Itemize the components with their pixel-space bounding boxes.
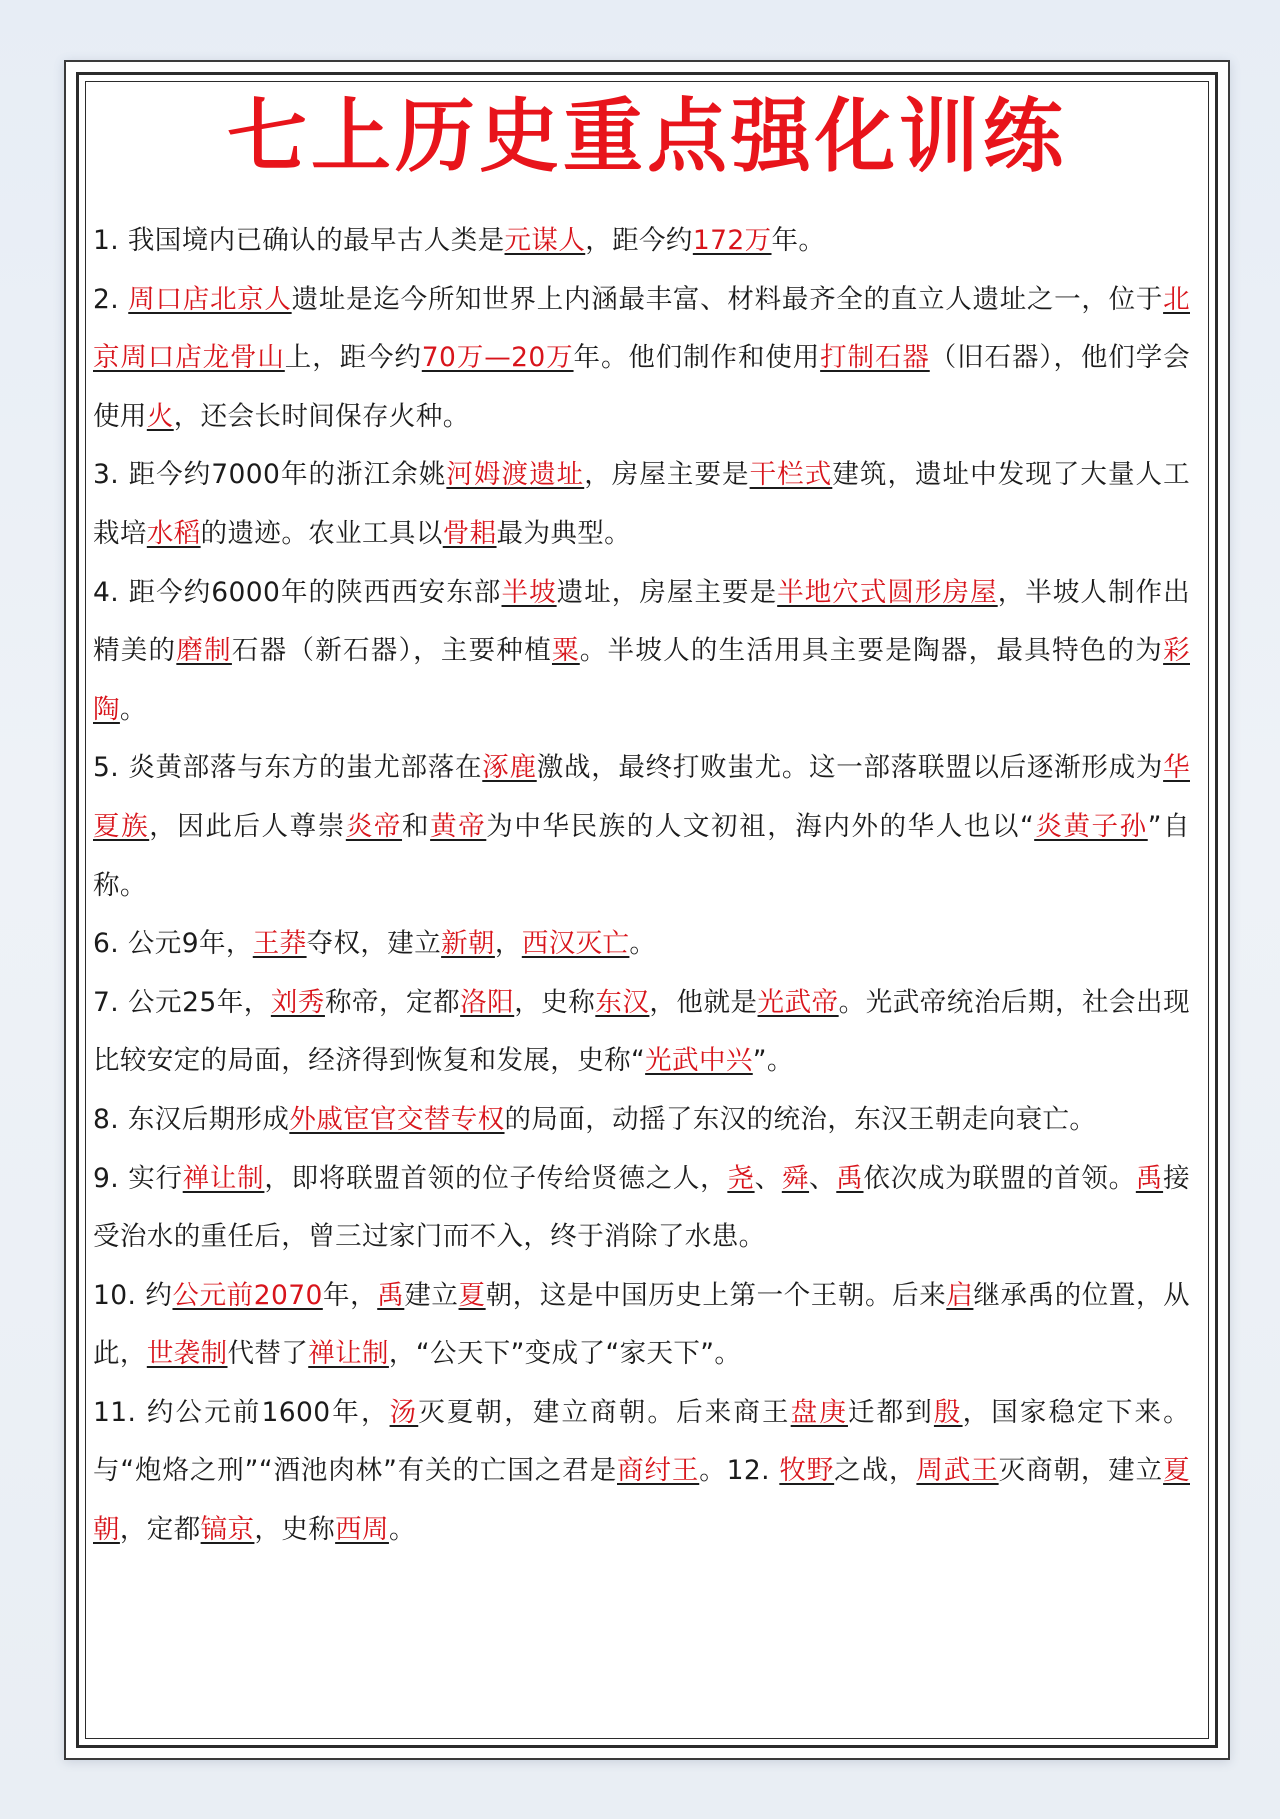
key-term: 夏 <box>458 1279 486 1311</box>
body-text: 。光武帝统治后期，社会出现比较安定的局面，经济得到恢复和发展，史称“ <box>93 986 1190 1077</box>
body-text: 接受治水的重任后，曾三过家门而不入，终于消除了水患。 <box>93 1162 1190 1253</box>
body-text: 年。 <box>771 225 826 256</box>
knowledge-point-2 <box>93 271 1190 447</box>
key-term: 彩陶 <box>93 635 1190 725</box>
key-term: 炎黄子孙 <box>1034 810 1148 842</box>
key-term: 商纣王 <box>617 1455 700 1487</box>
key-term: 70万—20万 <box>421 342 574 374</box>
key-term: 光武中兴 <box>645 1045 753 1077</box>
body-text: 。 <box>388 1514 416 1546</box>
key-term: 周武王 <box>916 1455 999 1487</box>
body-text: 称帝，定都 <box>324 986 461 1018</box>
knowledge-point-7 <box>93 974 1190 1091</box>
body-text: 灭夏朝，建立商朝。后来商王 <box>418 1396 791 1428</box>
key-term: 磨制 <box>176 635 232 667</box>
key-term: 舜 <box>781 1162 810 1194</box>
key-term: 外戚宦官交替专权 <box>289 1103 505 1135</box>
body-text: ，国家稳定下来。与“炮烙之刑”“酒池肉林”有关的亡国之君是 <box>93 1396 1191 1487</box>
body-text: ，即将联盟首领的位子传给贤德之人， <box>264 1162 728 1194</box>
key-term: 镐京 <box>200 1514 255 1546</box>
body-text: ，史称 <box>514 986 596 1018</box>
knowledge-point-11 <box>93 1384 1190 1560</box>
body-text: 激战，最终打败蚩尤。这一部落联盟以后逐渐形成为 <box>536 752 1164 784</box>
key-term: 光武帝 <box>757 986 839 1018</box>
body-text: ”自称。 <box>93 810 1190 901</box>
key-term: 夏朝 <box>93 1455 1190 1546</box>
body-text: ，因此后人尊崇 <box>149 810 346 842</box>
key-term: 半坡 <box>501 576 557 608</box>
key-term: 火 <box>146 400 174 432</box>
body-text: 。12. <box>699 1455 780 1487</box>
knowledge-point-6 <box>93 915 1190 974</box>
body-text: ”。 <box>752 1045 794 1077</box>
key-term: 尧 <box>727 1162 755 1194</box>
body-text: 和 <box>402 810 431 842</box>
key-term: 华夏族 <box>93 752 1190 842</box>
body-text: 4. 距今约6000年的陕西西安东部 <box>93 576 502 608</box>
body-text: 遗址是迄今所知世界上内涵最丰富、材料最齐全的直立人遗址之一，位于 <box>291 283 1164 315</box>
body-text: 。半坡人的生活用具主要是陶器，最具特色的为 <box>579 635 1164 667</box>
key-term: 刘秀 <box>270 986 325 1018</box>
key-term: 打制石器 <box>820 342 930 374</box>
key-term: 公元前2070 <box>172 1279 323 1311</box>
body-text: ，“公天下”变成了“家天下”。 <box>388 1338 742 1370</box>
knowledge-point-9 <box>93 1150 1190 1267</box>
key-term: 水稻 <box>146 517 201 549</box>
key-term: 西周 <box>335 1514 389 1546</box>
body-text: 。 <box>629 928 657 960</box>
body-text: ，他就是 <box>649 986 758 1018</box>
body-text: 继承禹的位置，从此， <box>93 1279 1191 1370</box>
body-text: 迁都到 <box>847 1396 934 1428</box>
key-term: 启 <box>946 1279 974 1311</box>
body-text: 之战， <box>834 1455 917 1487</box>
body-text: 1. 我国境内已确认的最早古人类是 <box>93 225 505 256</box>
body-text: 6. 公元9年， <box>93 928 253 960</box>
key-term: 172万 <box>692 225 772 256</box>
key-term: 牧野 <box>779 1455 835 1487</box>
body-text: 。 <box>119 693 147 725</box>
body-text: 7. 公元25年， <box>93 986 271 1018</box>
body-text: 依次成为联盟的首领。 <box>863 1162 1136 1194</box>
body-text: ，史称 <box>254 1514 336 1546</box>
key-term: 禹 <box>836 1162 864 1194</box>
body-text: 最为典型。 <box>496 517 632 549</box>
body-text: 石器（新石器），主要种植 <box>231 635 552 667</box>
key-term: 王莽 <box>252 928 307 960</box>
key-term: 新朝 <box>441 928 495 960</box>
body-text: ，还会长时间保存火种。 <box>173 400 470 432</box>
key-term: 骨耜 <box>442 517 497 549</box>
key-term: 元谋人 <box>504 225 586 256</box>
body-text: 年， <box>322 1279 378 1311</box>
knowledge-point-3 <box>93 446 1190 563</box>
body-text: 11. 约公元前1600年， <box>93 1396 390 1428</box>
body-text: （旧石器），他们学会使用 <box>93 342 1190 432</box>
key-term: 周口店北京人 <box>128 283 292 315</box>
body-text: 年。他们制作和使用 <box>573 342 821 374</box>
key-term: 北京周口店龙骨山 <box>93 283 1190 374</box>
body-text: 、 <box>809 1162 837 1194</box>
body-text: 10. 约 <box>93 1279 173 1311</box>
key-term: 半地穴式圆形房屋 <box>777 576 998 608</box>
body-text: 夺权，建立 <box>306 928 442 960</box>
body-text: ，定都 <box>119 1514 201 1546</box>
knowledge-point-4 <box>93 564 1190 740</box>
body-text: 上，距今约 <box>284 342 422 374</box>
body-text: 3. 距今约7000年的浙江余姚 <box>93 459 447 491</box>
body-text: 的局面，动摇了东汉的统治，东汉王朝走向衰亡。 <box>504 1103 1097 1135</box>
key-term: 西汉灭亡 <box>521 928 630 960</box>
key-term: 殷 <box>933 1396 963 1428</box>
body-text: 灭商朝，建立 <box>998 1455 1164 1487</box>
key-term: 禅让制 <box>308 1338 389 1370</box>
knowledge-point-1 <box>93 212 1190 271</box>
worksheet-page <box>64 60 1230 1760</box>
body-text: 9. 实行 <box>93 1162 183 1194</box>
body-text: 建筑，遗址中发现了大量人工栽培 <box>93 459 1190 549</box>
body-text: 遗址，房屋主要是 <box>556 576 778 608</box>
key-term: 世袭制 <box>146 1338 228 1370</box>
body-text: ，房屋主要是 <box>584 459 750 491</box>
key-term: 涿鹿 <box>482 752 537 784</box>
body-text: 建立 <box>404 1279 459 1311</box>
key-term: 河姆渡遗址 <box>446 459 585 491</box>
knowledge-point-5 <box>93 739 1190 915</box>
key-term: 洛阳 <box>460 986 515 1018</box>
body-text: 为中华民族的人文初祖，海内外的华人也以“ <box>486 810 1035 842</box>
key-term: 汤 <box>389 1396 419 1428</box>
body-text: 8. 东汉后期形成 <box>93 1103 290 1135</box>
body-text: 朝，这是中国历史上第一个王朝。后来 <box>485 1279 947 1311</box>
key-term: 东汉 <box>595 986 650 1018</box>
key-term: 盘庚 <box>790 1396 848 1428</box>
body-text: 5. 炎黄部落与东方的蚩尤部落在 <box>93 752 483 784</box>
knowledge-point-8 <box>93 1091 1190 1150</box>
key-term: 黄帝 <box>430 810 487 842</box>
body-text: ，半坡人制作出精美的 <box>93 576 1190 667</box>
body-text: 2. <box>93 283 129 315</box>
body-text: 代替了 <box>227 1338 309 1370</box>
key-term: 禅让制 <box>182 1162 265 1194</box>
key-term: 禹 <box>1135 1162 1164 1194</box>
page-title: 七上历史重点强化训练 <box>227 89 1067 183</box>
key-term: 干栏式 <box>749 459 833 491</box>
question-list <box>93 212 1190 1560</box>
key-term: 粟 <box>551 635 580 667</box>
body-text: ， <box>494 928 522 960</box>
body-text: 、 <box>754 1162 782 1194</box>
body-text: ，距今约 <box>585 225 693 256</box>
key-term: 禹 <box>377 1279 405 1311</box>
knowledge-point-10 <box>93 1267 1190 1384</box>
key-term: 炎帝 <box>345 810 403 842</box>
body-text: 的遗迹。农业工具以 <box>200 517 443 549</box>
